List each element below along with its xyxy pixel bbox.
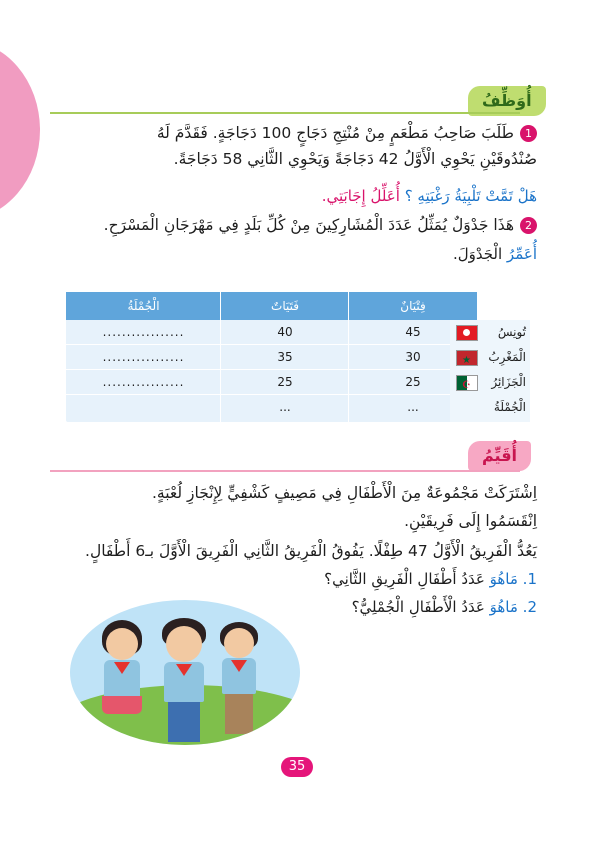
table-cell-blank[interactable]: .................	[102, 350, 185, 364]
page-number: 35	[281, 757, 313, 777]
algeria-flag-icon	[456, 375, 478, 391]
scouts-illustration	[70, 600, 300, 745]
instruction-verb: أُعَمِّرُ	[506, 245, 537, 263]
section-badge-apply: أُوَظِّفُ	[468, 86, 546, 116]
country-name: الْمَغْرِبُ	[488, 350, 526, 364]
header-total: الْجُمْلَةُ	[127, 299, 160, 313]
table-cell-blank[interactable]: .................	[102, 325, 185, 339]
instruction-object: الْجَدْوَلَ.	[452, 245, 507, 263]
question-word: مَاهُوَ	[489, 570, 518, 588]
country-name: تُونِسُ	[497, 325, 526, 339]
exercise-1-question	[47, 183, 537, 209]
tunisia-flag-icon	[456, 325, 478, 341]
exercise-number: 2	[520, 217, 537, 234]
question-number: 2.	[522, 598, 537, 616]
table-cell: 35	[277, 350, 293, 364]
question-number: 1.	[522, 570, 537, 588]
table-cell: 25	[405, 375, 421, 389]
question-text: تَمَّتْ تَلْبِيَةُ رَغْبَتِهِ ؟	[399, 187, 518, 205]
table-cell-blank[interactable]: ...	[279, 400, 291, 414]
header-boys: فِتْيَانٌ	[400, 299, 426, 313]
question-word: هَلْ	[517, 187, 537, 205]
exercise-2-line-1: هَذَا جَدْوَلٌ يُمَثِّلُ عَدَدَ الْمُشَارِكِينَ مِنْ كُلِّ بَلَدٍ فِي مَهْرَجَانِ الْمَسْرَحِ.	[103, 216, 514, 234]
exercise-1-text	[47, 120, 537, 172]
exercise-1-line-2: صُنْدُوقَيْنِ يَحْوِي الْأَوَّلُ 42 دَجَاجَةً وَيَحْوِي الثَّانِي 58 دَجَاجَةً.	[173, 150, 537, 168]
table-cell: 30	[405, 350, 421, 364]
problem-line-2: اِنْقَسَمُوا إِلَى فَرِيقَيْنِ.	[404, 512, 537, 530]
section-divider	[50, 112, 520, 114]
row-label-morocco	[450, 345, 530, 369]
country-name: الْجَزَائِرُ	[491, 375, 526, 389]
exercise-1-line-1: طَلَبَ صَاحِبُ مَطْعَمٍ مِنْ مُنْتِجِ دَجَاجٍ 100 دَجَاجَةٍ. فَقَدَّمَ لَهُ	[156, 124, 514, 142]
exercise-2-text	[47, 212, 537, 238]
table-header	[66, 292, 477, 320]
table-cell-blank[interactable]: ...	[407, 400, 419, 414]
instruction-text: أُعَلِّلُ إِجَابَتِي.	[321, 187, 400, 205]
exercise-number: 1	[520, 125, 537, 142]
table-cell: 45	[405, 325, 421, 339]
total-label: الْجُمْلَةُ	[493, 400, 526, 414]
participants-table	[66, 292, 477, 422]
problem-line-1: اِشْتَرَكَتْ مَجْمُوعَةٌ مِنَ الْأَطْفَالِ فِي مَصِيفٍ كَشْفِيٍّ لِإِنْجَازِ لُعْبَةٍ.	[151, 484, 537, 502]
row-label-tunisia	[450, 320, 530, 344]
section-divider	[50, 470, 520, 472]
question-1	[47, 566, 537, 592]
header-girls: فَتَيَاتٌ	[271, 299, 299, 313]
row-label-total	[450, 395, 530, 419]
question-word: مَاهُوَ	[489, 598, 518, 616]
morocco-flag-icon	[456, 350, 478, 366]
table-cell-blank[interactable]: .................	[102, 375, 185, 389]
table-cell: 40	[277, 325, 293, 339]
row-labels-column	[450, 320, 530, 422]
decorative-pink-arc	[0, 40, 40, 220]
problem-line-3: يَعُدُّ الْفَرِيقُ الْأَوَّلُ 47 طِفْلًا. يَفُوقُ الْفَرِيقُ الثَّانِي الْفَرِيقَ الْأَوَّلَ بـ6 أَطْفَالٍ.	[85, 542, 537, 560]
question-text: عَدَدُ الْأَطْفَالِ الْجُمْلِيُّ؟	[351, 598, 490, 616]
question-text: عَدَدُ أَطْفَالِ الْفَرِيقِ الثَّانِي؟	[324, 570, 490, 588]
section-badge-evaluate: أُقَيِّمُ	[468, 441, 531, 471]
row-label-algeria	[450, 370, 530, 394]
table-cell: 25	[277, 375, 293, 389]
exercise-2-instruction	[47, 241, 537, 267]
